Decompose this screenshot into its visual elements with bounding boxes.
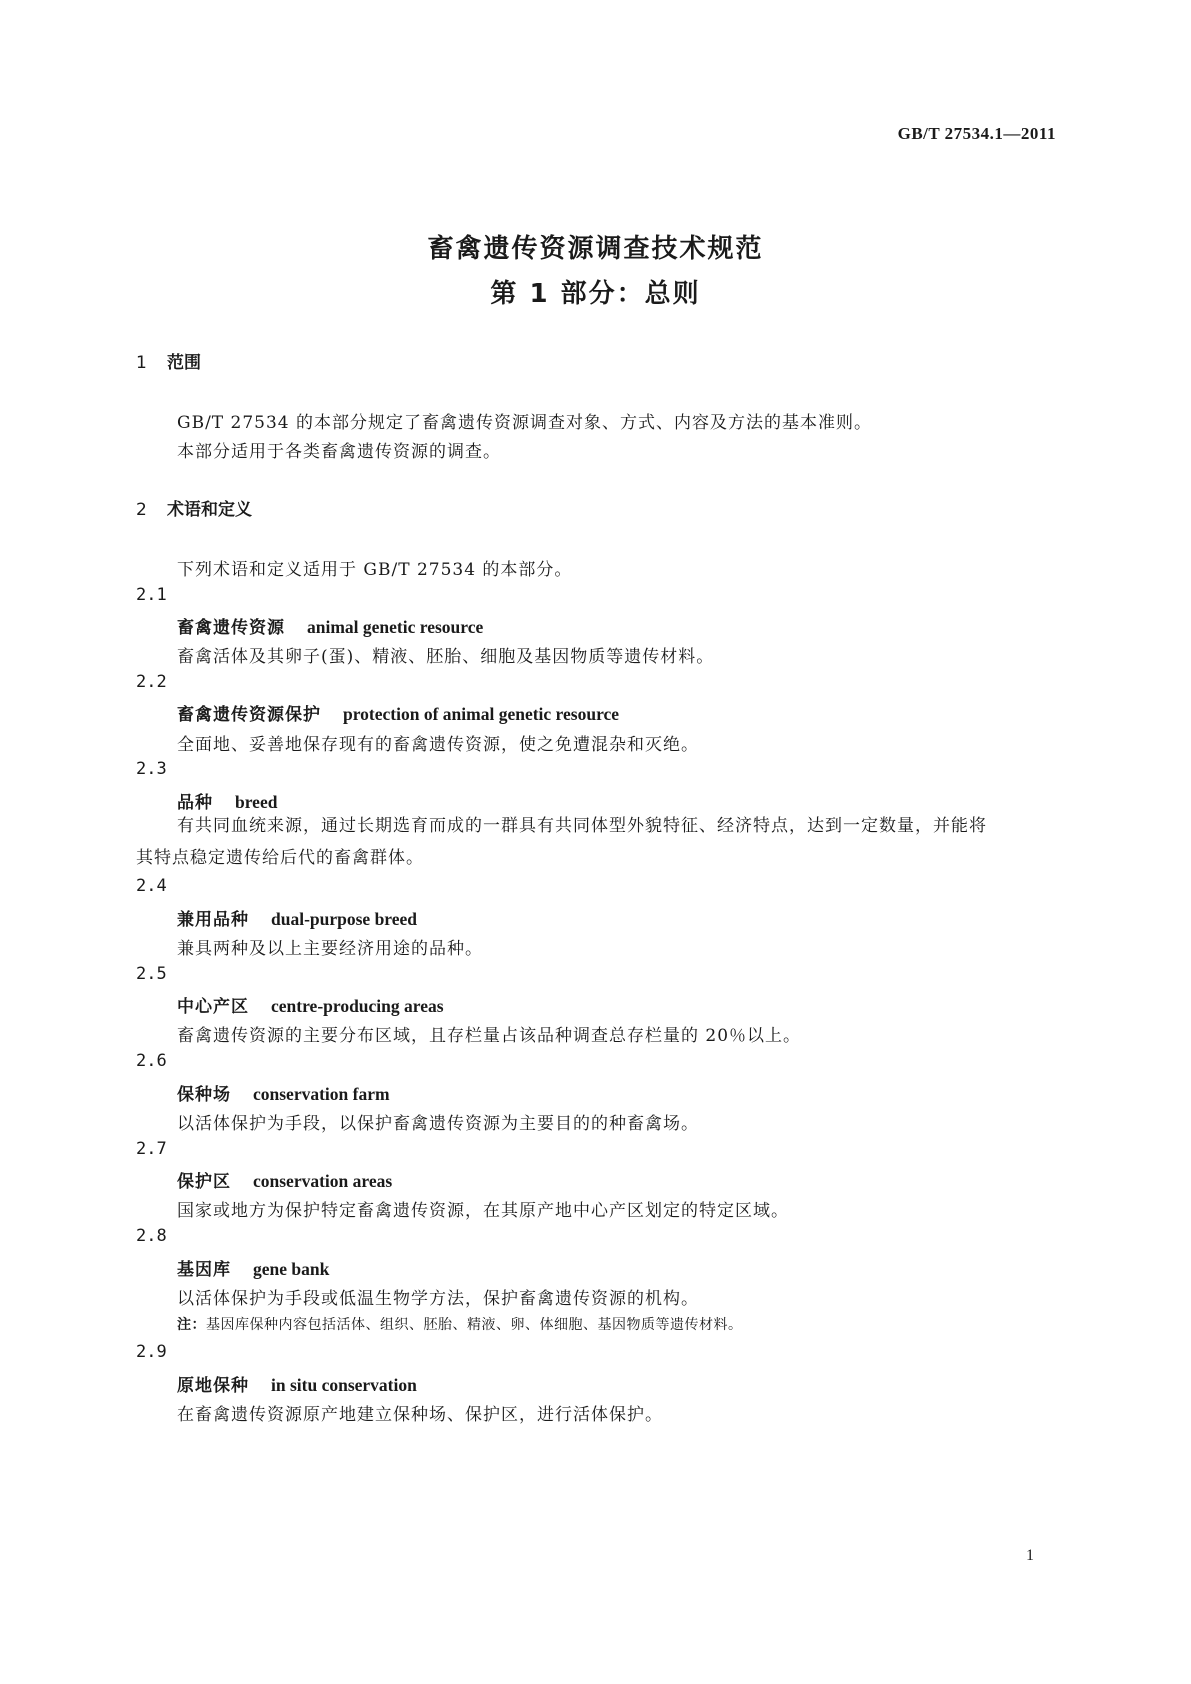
- term-english: protection of animal genetic resource: [343, 704, 620, 724]
- term-heading: [177, 1167, 392, 1192]
- term-heading: [177, 700, 619, 725]
- term-english: animal genetic resource: [307, 617, 484, 637]
- term-number: 2.3: [136, 759, 167, 779]
- page-number: 1: [1026, 1547, 1034, 1564]
- section-title: 范围: [167, 353, 201, 373]
- term-chinese: 品种: [177, 793, 213, 813]
- term-english: dual-purpose breed: [271, 909, 418, 929]
- term-number: 2.8: [136, 1226, 167, 1246]
- term-chinese: 保种场: [177, 1085, 231, 1105]
- term-heading: [177, 1371, 417, 1396]
- term-number: 2.4: [136, 876, 167, 896]
- note-label: 注：: [177, 1317, 206, 1333]
- term-definition: 以活体保护为手段或低温生物学方法，保护畜禽遗传资源的机构。: [177, 1289, 699, 1309]
- term-heading: [177, 1255, 329, 1280]
- paragraph: GB/T 27534 的本部分规定了畜禽遗传资源调查对象、方式、内容及方法的基本准则。: [177, 413, 873, 433]
- section-title: 术语和定义: [167, 500, 252, 520]
- term-heading: [177, 613, 483, 638]
- term-english: conservation areas: [253, 1171, 393, 1191]
- term-definition: 以活体保护为手段，以保护畜禽遗传资源为主要目的的种畜禽场。: [177, 1114, 699, 1134]
- term-chinese: 基因库: [177, 1260, 231, 1280]
- document-title: 畜禽遗传资源调查技术规范: [427, 234, 764, 264]
- term-number: 2.1: [136, 585, 167, 605]
- term-chinese: 原地保种: [177, 1376, 249, 1396]
- term-definition: 畜禽遗传资源的主要分布区域，且存栏量占该品种调查总存栏量的 20％以上。: [177, 1026, 802, 1046]
- term-chinese: 畜禽遗传资源: [177, 618, 285, 638]
- term-chinese: 中心产区: [177, 997, 249, 1017]
- term-number: 2.7: [136, 1139, 167, 1159]
- term-chinese: 保护区: [177, 1172, 231, 1192]
- section-1-heading: [136, 348, 201, 373]
- term-chinese: 兼用品种: [177, 910, 249, 930]
- paragraph: 下列术语和定义适用于 GB/T 27534 的本部分。: [177, 560, 573, 580]
- term-english: centre-producing areas: [271, 996, 444, 1016]
- term-number: 2.5: [136, 964, 167, 984]
- term-number: 2.9: [136, 1342, 167, 1362]
- term-note: [177, 1314, 743, 1334]
- term-english: breed: [235, 792, 278, 812]
- term-chinese: 畜禽遗传资源保护: [177, 705, 321, 725]
- term-heading: [177, 905, 417, 930]
- document-subtitle: 第 1 部分：总则: [490, 279, 701, 309]
- paragraph: 本部分适用于各类畜禽遗传资源的调查。: [177, 442, 501, 462]
- term-definition: 国家或地方为保护特定畜禽遗传资源，在其原产地中心产区划定的特定区域。: [177, 1201, 789, 1221]
- term-heading: [177, 992, 444, 1017]
- term-definition: 畜禽活体及其卵子(蛋)、精液、胚胎、细胞及基因物质等遗传材料。: [177, 647, 715, 667]
- term-english: in situ conservation: [271, 1375, 417, 1395]
- term-definition: 兼具两种及以上主要经济用途的品种。: [177, 939, 483, 959]
- term-definition: 有共同血统来源，通过长期选育而成的一群具有共同体型外貌特征、经济特点，达到一定数量，并能将其特点稳定遗传给后代的畜禽群体。: [136, 816, 987, 868]
- term-english: conservation farm: [253, 1084, 390, 1104]
- section-number: 2: [136, 500, 147, 520]
- note-text: 基因库保种内容包括活体、组织、胚胎、精液、卵、体细胞、基因物质等遗传材料。: [206, 1317, 743, 1333]
- term-english: gene bank: [253, 1259, 330, 1279]
- section-2-heading: [136, 495, 252, 520]
- term-number: 2.6: [136, 1051, 167, 1071]
- section-number: 1: [136, 353, 147, 373]
- standard-number: GB/T 27534.1—2011: [897, 124, 1056, 143]
- term-number: 2.2: [136, 672, 167, 692]
- term-definition: 全面地、妥善地保存现有的畜禽遗传资源，使之免遭混杂和灭绝。: [177, 735, 699, 755]
- term-heading: [177, 1080, 390, 1105]
- term-definition: 在畜禽遗传资源原产地建立保种场、保护区，进行活体保护。: [177, 1405, 663, 1425]
